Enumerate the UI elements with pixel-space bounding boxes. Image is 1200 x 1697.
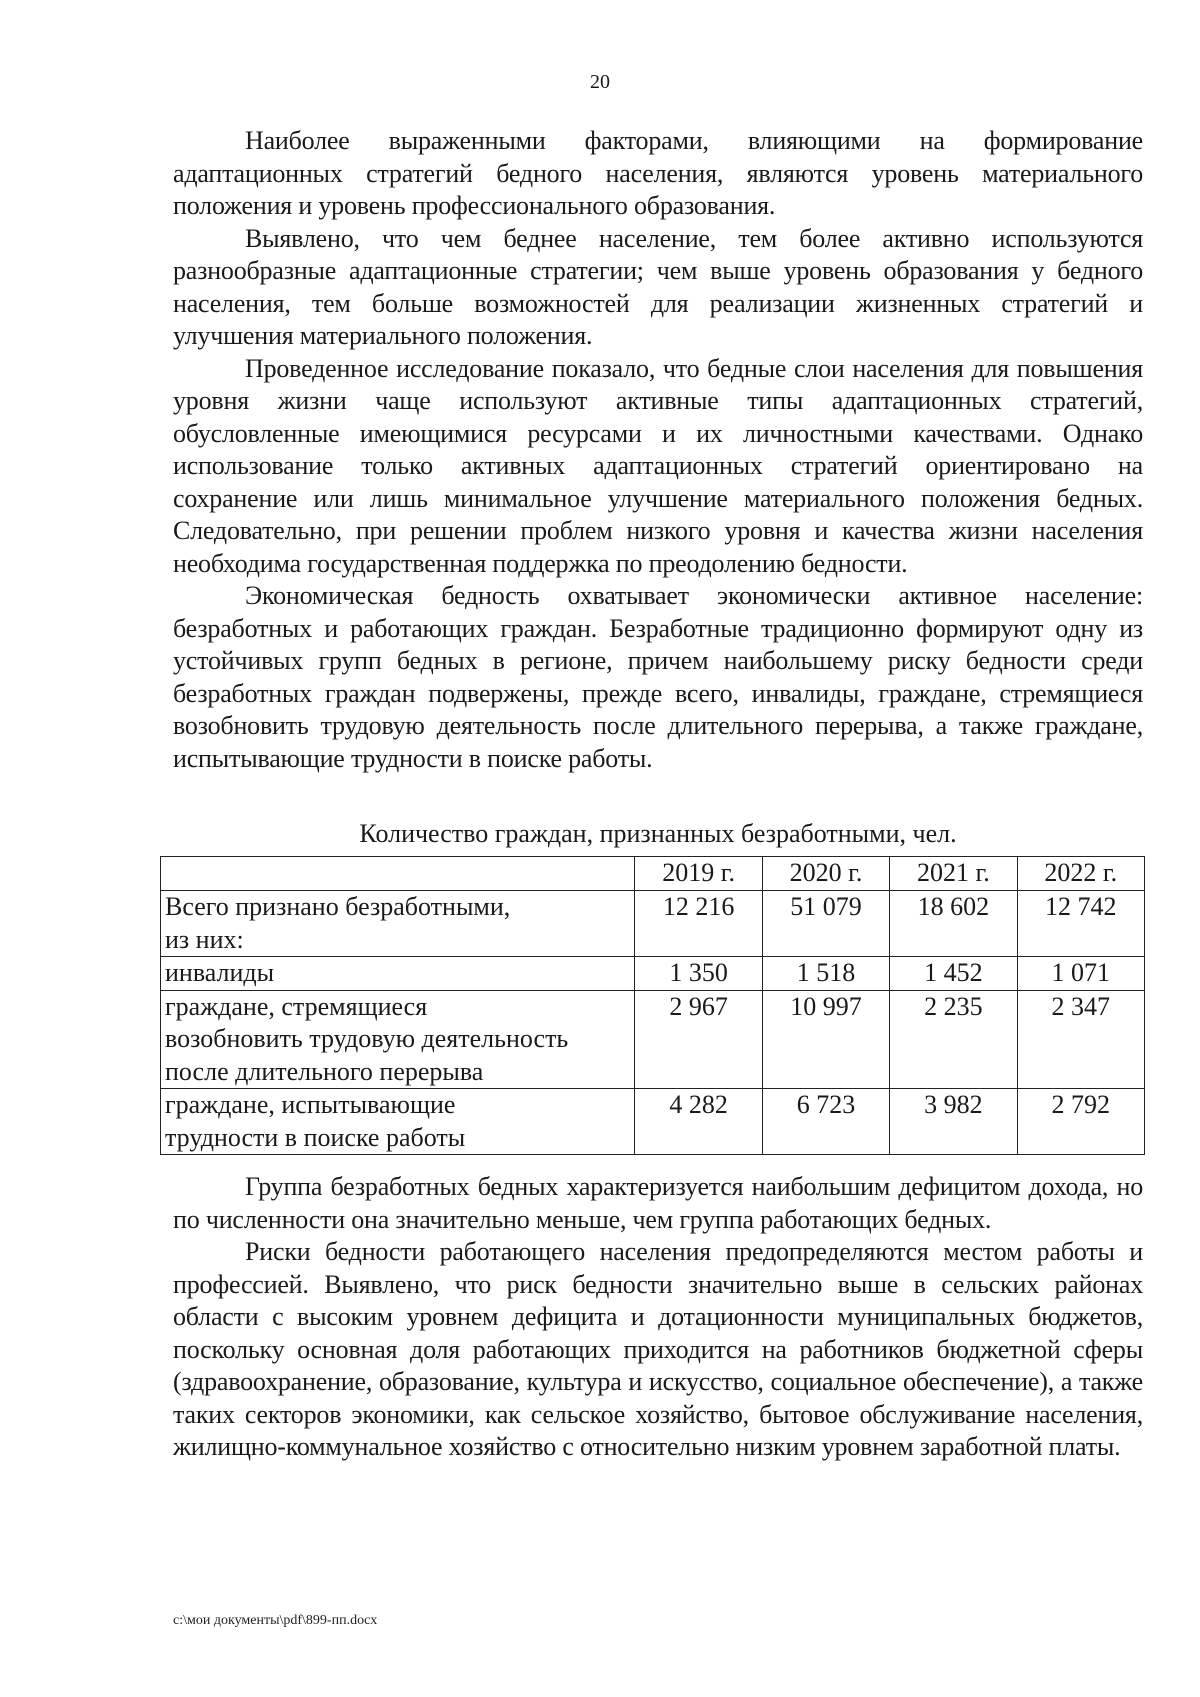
paragraph: Группа безработных бедных характеризуется наибольшим дефицитом дохода, но по численности она значительно меньше, чем группа работающих бедных. (173, 1172, 1143, 1234)
cell-value: 2 792 (1017, 1089, 1144, 1155)
paragraph: Проведенное исследование показало, что бедные слои населения для повышения уровня жизни чаще используют активные типы адаптационных стратегий, обусловленные имеющимися ресурсами и их личностными качествами. Однако использование только активных адаптационных стратегий ориентировано на сохранение или лишь минимальное улучшение материального положения бедных. Следовательно, при решении проблем низкого уровня и качества жизни населения необходима государственная поддержка по преодолению бедности. (173, 353, 1143, 578)
table-caption: Количество граждан, признанных безработными, чел. (359, 819, 957, 848)
table-row (161, 990, 1145, 1089)
table-header-row (161, 857, 1145, 891)
page-number: 20 (590, 71, 610, 93)
cell-value: 1 350 (635, 957, 762, 991)
header-cell-year: 2020 г. (762, 857, 889, 891)
cell-value: 1 518 (762, 957, 889, 991)
table-row (161, 957, 1145, 991)
cell-value: 1 452 (890, 957, 1017, 991)
cell-value: 2 235 (890, 990, 1017, 1089)
table-row (161, 1089, 1145, 1155)
row-label: граждане, испытывающие трудности в поиске работы (161, 1089, 635, 1155)
table-row (161, 891, 1145, 957)
cell-value: 18 602 (890, 891, 1017, 957)
cell-value: 2 967 (635, 990, 762, 1089)
paragraph: Наиболее выраженными факторами, влияющими на формирование адаптационных стратегий бедного населения, являются уровень материального положения и уровень профессионального образования. (173, 126, 1143, 220)
header-cell-year: 2021 г. (890, 857, 1017, 891)
paragraph: Экономическая бедность охватывает экономически активное население: безработных и работающих граждан. Безработные традиционно формируют одну из устойчивых групп бедных в регионе, причем наибольшему риску бедности среди безработных граждан подвержены, прежде всего, инвалиды, граждане, стремящиеся возобновить трудовую деятельность после длительного перерыва, а также граждане, испытывающие трудности в поиске работы. (173, 581, 1143, 773)
paragraph: Риски бедности работающего населения предопределяются местом работы и профессией. Выявлено, что риск бедности значительно выше в сельских районах области с высоким уровнем дефицита и дотационности муниципальных бюджетов, поскольку основная доля работающих приходится на работников бюджетной сферы (здравоохранение, образование, культура и искусство, социальное обеспечение), а также таких секторов экономики, как сельское хозяйство, бытовое обслуживание населения, жилищно-коммунальное хозяйство с относительно низким уровнем заработной платы. (173, 1237, 1143, 1461)
unemployed-table (160, 856, 1145, 1155)
body-text-top (173, 125, 1143, 775)
cell-value: 10 997 (762, 990, 889, 1089)
cell-value: 1 071 (1017, 957, 1144, 991)
body-text-bottom (173, 1171, 1143, 1464)
cell-value: 6 723 (762, 1089, 889, 1155)
header-cell-year: 2019 г. (635, 857, 762, 891)
cell-value: 3 982 (890, 1089, 1017, 1155)
cell-value: 12 742 (1017, 891, 1144, 957)
row-label: граждане, стремящиеся возобновить трудовую деятельность после длительного перерыва (161, 990, 635, 1089)
cell-value: 2 347 (1017, 990, 1144, 1089)
footer-file-path: c:\мои документы\pdf\899-пп.docx (173, 1613, 378, 1628)
cell-value: 51 079 (762, 891, 889, 957)
paragraph: Выявлено, что чем беднее население, тем более активно используются разнообразные адаптационные стратегии; чем выше уровень образования у бедного населения, тем больше возможностей для реализации жизненных стратегий и улучшения материального положения. (173, 223, 1143, 350)
cell-value: 4 282 (635, 1089, 762, 1155)
header-cell-year: 2022 г. (1017, 857, 1144, 891)
header-cell-empty (161, 857, 635, 891)
cell-value: 12 216 (635, 891, 762, 957)
row-label: инвалиды (161, 957, 635, 991)
row-label: Всего признано безработными, из них: (161, 891, 635, 957)
